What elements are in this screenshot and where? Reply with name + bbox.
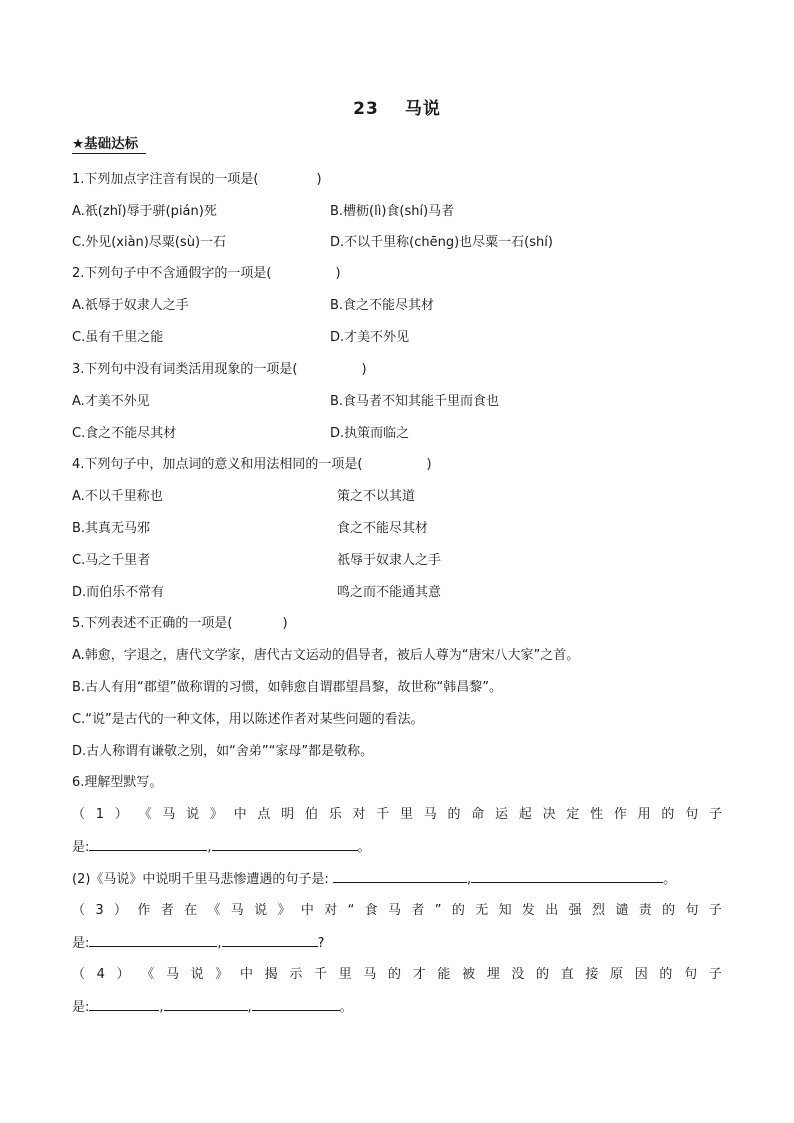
question-2-option-a: A.祇辱于奴隶人之手 — [72, 298, 189, 313]
prompt-char: 作 — [137, 903, 151, 918]
prompt-char: 的 — [451, 903, 465, 918]
answer-paren-close: ) — [335, 266, 341, 281]
prompt-char: 的 — [662, 903, 676, 918]
prompt-char: 句 — [684, 967, 698, 982]
prompt-char: “ — [347, 903, 355, 918]
prompt-char: 能 — [437, 967, 451, 982]
page-title — [0, 94, 794, 119]
question-1-option-c: C.外见(xiàn)尽粟(sù)一石 — [72, 235, 227, 250]
prompt-char: 的 — [659, 967, 673, 982]
prompt-char: 烈 — [592, 903, 606, 918]
answer-blank[interactable] — [471, 870, 663, 883]
question-6-part-1-prompt — [72, 806, 722, 824]
answer-end-mark: 。 — [357, 840, 371, 855]
answer-separator: , — [247, 1000, 252, 1015]
answer-label: 是: — [72, 840, 90, 855]
prompt-char: 埋 — [486, 967, 500, 982]
prompt-char: 谴 — [615, 903, 629, 918]
section-heading: ★基础达标 — [72, 132, 146, 154]
prompt-char: 的 — [661, 807, 675, 822]
answer-separator: , — [207, 840, 212, 855]
prompt-char: 《 — [207, 903, 221, 918]
answer-blank[interactable] — [252, 998, 340, 1011]
prompt-char: 子 — [708, 967, 722, 982]
question-4-option-b-right: 食之不能尽其材 — [337, 521, 429, 536]
question-2-option-d: D.才美不外见 — [330, 330, 410, 345]
answer-blank[interactable] — [333, 870, 467, 883]
prompt-char: 起 — [518, 807, 532, 822]
prompt-char: 直 — [560, 967, 574, 982]
answer-separator: , — [217, 936, 222, 951]
prompt-char: 乐 — [328, 807, 342, 822]
prompt-char: 性 — [590, 807, 604, 822]
question-3-option-b: B.食马者不知其能千里而食也 — [330, 394, 500, 409]
answer-end-mark: 。 — [663, 872, 677, 887]
prompt-char: 1 — [95, 807, 105, 822]
question-6-part-3-answer — [72, 934, 324, 953]
question-5-option-d: D.古人称谓有谦敬之别，如“舍弟”“家母”都是敬称。 — [72, 744, 374, 759]
question-1-text: 1.下列加点字注音有误的一项是( — [72, 172, 259, 187]
prompt-char: 马 — [388, 903, 402, 918]
question-1-stem — [72, 171, 322, 189]
prompt-char: 说 — [254, 903, 268, 918]
prompt-char: 责 — [638, 903, 652, 918]
prompt-char: 示 — [289, 967, 303, 982]
question-4-option-a-right: 策之不以其道 — [337, 489, 416, 504]
answer-blank[interactable] — [89, 838, 207, 851]
answer-blank[interactable] — [89, 934, 217, 947]
prompt-char: 命 — [471, 807, 485, 822]
prompt-char: 知 — [498, 903, 512, 918]
prompt-char: ） — [113, 903, 127, 918]
prompt-char: 发 — [521, 903, 535, 918]
prompt-char: 3 — [95, 903, 104, 918]
question-6-part-4-prompt — [72, 966, 722, 984]
question-4-option-c-left: C.马之千里者 — [72, 553, 151, 568]
prompt-char: 《 — [141, 967, 155, 982]
question-4-option-b-left: B.其真无马邪 — [72, 521, 151, 536]
prompt-char: 揭 — [264, 967, 278, 982]
answer-separator: , — [159, 1000, 164, 1015]
question-6-part-3-prompt — [72, 902, 722, 920]
question-5-text: 5.下列表述不正确的一项是( — [72, 616, 233, 631]
question-1-option-a: A.祇(zhǐ)辱于骈(pián)死 — [72, 204, 217, 219]
prompt-char: 点 — [257, 807, 271, 822]
prompt-char: 里 — [338, 967, 352, 982]
prompt-char: 中 — [233, 807, 247, 822]
prompt-char: 伯 — [304, 807, 318, 822]
prompt-char: （ — [72, 967, 86, 982]
prompt-char: ” — [434, 903, 442, 918]
answer-paren-close: ) — [361, 362, 367, 377]
prompt-char: 对 — [352, 807, 366, 822]
answer-blank[interactable] — [212, 838, 358, 851]
prompt-char: 子 — [708, 807, 722, 822]
question-5-stem — [72, 615, 288, 633]
answer-end-mark: 。 — [339, 1000, 353, 1015]
question-3-option-c: C.食之不能尽其材 — [72, 426, 177, 441]
question-6-part-4-answer — [72, 998, 353, 1017]
answer-blank[interactable] — [222, 934, 318, 947]
prompt-char: 子 — [708, 903, 722, 918]
prompt-char: 中 — [300, 903, 314, 918]
prompt-char: 被 — [462, 967, 476, 982]
prompt-char: 对 — [324, 903, 338, 918]
answer-end-mark: ? — [317, 936, 325, 951]
prompt-char: 里 — [399, 807, 413, 822]
answer-blank[interactable] — [164, 998, 248, 1011]
question-2-text: 2.下列句子中不含通假字的一项是( — [72, 266, 272, 281]
prompt-char: 作 — [613, 807, 627, 822]
prompt-char: 马 — [165, 967, 179, 982]
prompt-char: 食 — [364, 903, 378, 918]
question-4-option-c-right: 祇辱于奴隶人之手 — [337, 553, 442, 568]
prompt-char: 才 — [412, 967, 426, 982]
prompt-char: （ — [72, 903, 86, 918]
question-3-text: 3.下列句中没有词类活用现象的一项是( — [72, 362, 298, 377]
question-1-option-d: D.不以千里称(chēng)也尽粟一石(shí) — [330, 235, 553, 250]
question-6-stem: 6.理解型默写。 — [72, 775, 163, 790]
question-4-text: 4.下列句子中，加点词的意义和用法相同的一项是( — [72, 457, 363, 472]
prompt-char: 决 — [542, 807, 556, 822]
question-6-part-1-answer — [72, 838, 371, 857]
prompt-char: 》 — [277, 903, 291, 918]
prompt-char: 马 — [363, 967, 377, 982]
prompt-char: 》 — [215, 967, 229, 982]
answer-separator: , — [466, 872, 472, 887]
prompt-char: 出 — [545, 903, 559, 918]
prompt-char: 的 — [388, 967, 402, 982]
question-2-stem — [72, 265, 341, 283]
prompt-char: 者 — [160, 903, 174, 918]
question-3-option-d: D.执策而临之 — [330, 426, 410, 441]
question-4-option-d-right: 鸣之而不能通其意 — [337, 585, 442, 600]
question-6-part-2 — [72, 870, 676, 889]
prompt-char: 的 — [447, 807, 461, 822]
question-4-option-d-left: D.而伯乐不常有 — [72, 585, 165, 600]
question-2-option-b: B.食之不能尽其材 — [330, 298, 435, 313]
lesson-title: 马说 — [404, 99, 441, 119]
question-1-option-b: B.槽枥(lì)食(shí)马者 — [330, 204, 455, 219]
answer-paren-close: ) — [316, 172, 322, 187]
answer-label: 是: — [72, 1000, 90, 1015]
prompt-char: 无 — [475, 903, 489, 918]
prompt-char: 原 — [610, 967, 624, 982]
prompt-char: 《 — [138, 807, 152, 822]
prompt-char: 在 — [184, 903, 198, 918]
prompt-char: 句 — [685, 807, 699, 822]
lesson-number: 23 — [353, 99, 379, 119]
prompt-char: 定 — [566, 807, 580, 822]
prompt-char: 马 — [230, 903, 244, 918]
prompt-char: 强 — [568, 903, 582, 918]
prompt-char: 运 — [495, 807, 509, 822]
prompt-char: 接 — [585, 967, 599, 982]
question-3-stem — [72, 361, 367, 379]
prompt-char: 》 — [209, 807, 223, 822]
prompt-char: 千 — [376, 807, 390, 822]
prompt-char: 说 — [190, 967, 204, 982]
question-5-option-a: A.韩愈，字退之，唐代文学家，唐代古文运动的倡导者，被后人尊为“唐宋八大家”之首。 — [72, 648, 580, 663]
prompt-char: 说 — [186, 807, 200, 822]
prompt-char: ） — [114, 807, 128, 822]
prompt-char: 没 — [511, 967, 525, 982]
prompt-char: 马 — [162, 807, 176, 822]
prompt-char: 千 — [313, 967, 327, 982]
prompt-char: 用 — [637, 807, 651, 822]
question-5-option-c: C.“说”是古代的一种文体，用以陈述作者对某些问题的看法。 — [72, 712, 424, 727]
prompt-char: 明 — [281, 807, 295, 822]
prompt-char: （ — [72, 807, 86, 822]
question-4-stem — [72, 456, 432, 474]
prompt-char: 因 — [634, 967, 648, 982]
answer-paren-close: ) — [426, 457, 432, 472]
answer-paren-close: ) — [282, 616, 288, 631]
question-4-option-a-left: A.不以千里称也 — [72, 489, 163, 504]
prompt-char: ） — [116, 967, 130, 982]
question-6-part-2-prompt: (2)《马说》中说明千里马悲惨遭遇的句子是: — [72, 872, 329, 887]
prompt-char: 4 — [96, 967, 105, 982]
prompt-char: 者 — [411, 903, 425, 918]
prompt-char: 马 — [423, 807, 437, 822]
answer-label: 是: — [72, 936, 90, 951]
prompt-char: 的 — [536, 967, 550, 982]
question-2-option-c: C.虽有千里之能 — [72, 330, 164, 345]
prompt-char: 中 — [239, 967, 253, 982]
question-5-option-b: B.古人有用“郡望”做称谓的习惯，如韩愈自谓郡望昌黎，故世称“韩昌黎”。 — [72, 680, 502, 695]
question-3-option-a: A.才美不外见 — [72, 394, 150, 409]
prompt-char: 句 — [685, 903, 699, 918]
answer-blank[interactable] — [89, 998, 159, 1011]
